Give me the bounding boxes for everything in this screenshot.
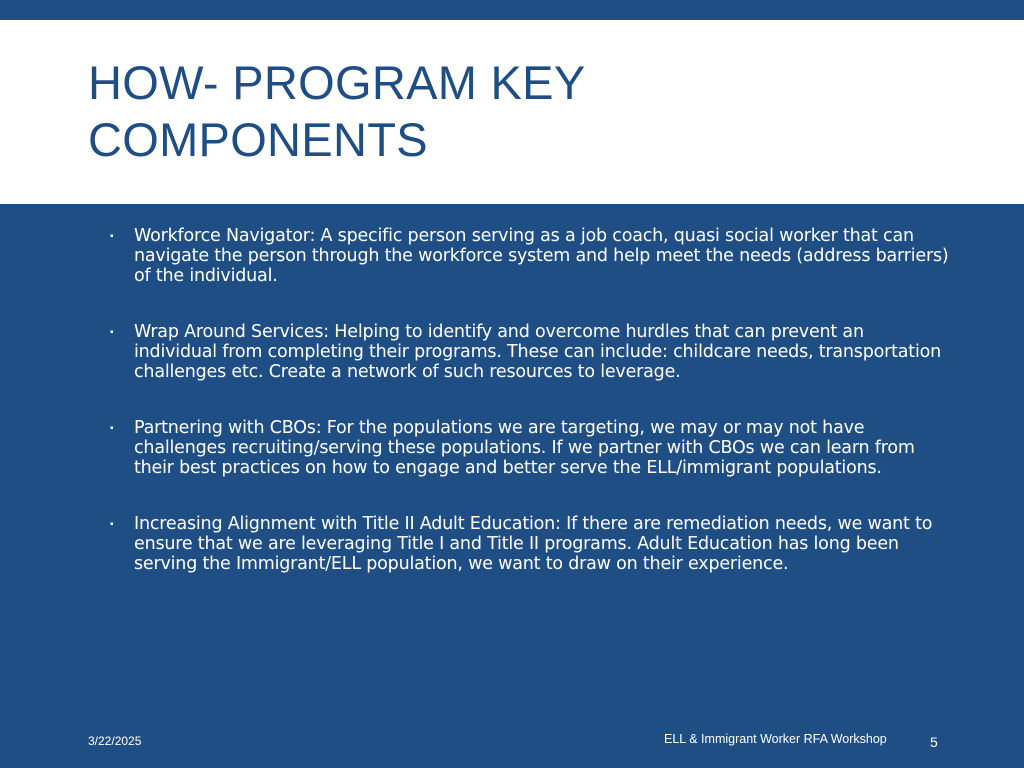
footer-date: 3/22/2025 (88, 734, 142, 748)
bullet-marker-icon: ▪ (110, 327, 114, 338)
bullet-text: Increasing Alignment with Title II Adult Education: If there are remediation needs, we want to ensure that we are leveraging Title I and Title II programs. Adult Education has long been serving the Immigrant/ELL population, we want to draw on their experience. (134, 514, 933, 574)
bullet-text: Partnering with CBOs: For the populations we are targeting, we may or may not have challenges recruiting/serving these populations. If we partner with CBOs we can learn from their best practices on how to engage and better serve the ELL/immigrant populations. (134, 418, 915, 478)
bullet-text: Workforce Navigator: A specific person serving as a job coach, quasi social worker that can navigate the person through the workforce system and help meet the needs (address barriers) of the individual. (134, 226, 949, 286)
bullet-marker-icon: ▪ (110, 423, 114, 434)
bullet-text: Wrap Around Services: Helping to identify and overcome hurdles that can prevent an individual from completing their programs. These can include: childcare needs, transportation challenges etc. Create a network of such resources to leverage. (134, 322, 942, 382)
bullet-item-title-ii-alignment (110, 514, 950, 574)
bullet-item-wrap-around-services (110, 322, 950, 382)
bullet-item-workforce-navigator (110, 226, 950, 286)
footer-title: ELL & Immigrant Worker RFA Workshop (664, 732, 887, 746)
slide-title: HOW- PROGRAM KEY COMPONENTS (88, 56, 585, 166)
bullet-list (110, 226, 950, 610)
bullet-marker-icon: ▪ (110, 519, 114, 530)
bullet-marker-icon: ▪ (110, 231, 114, 242)
top-accent-bar (0, 0, 1024, 20)
bullet-item-partnering-cbos (110, 418, 950, 478)
page-number: 5 (930, 734, 938, 750)
